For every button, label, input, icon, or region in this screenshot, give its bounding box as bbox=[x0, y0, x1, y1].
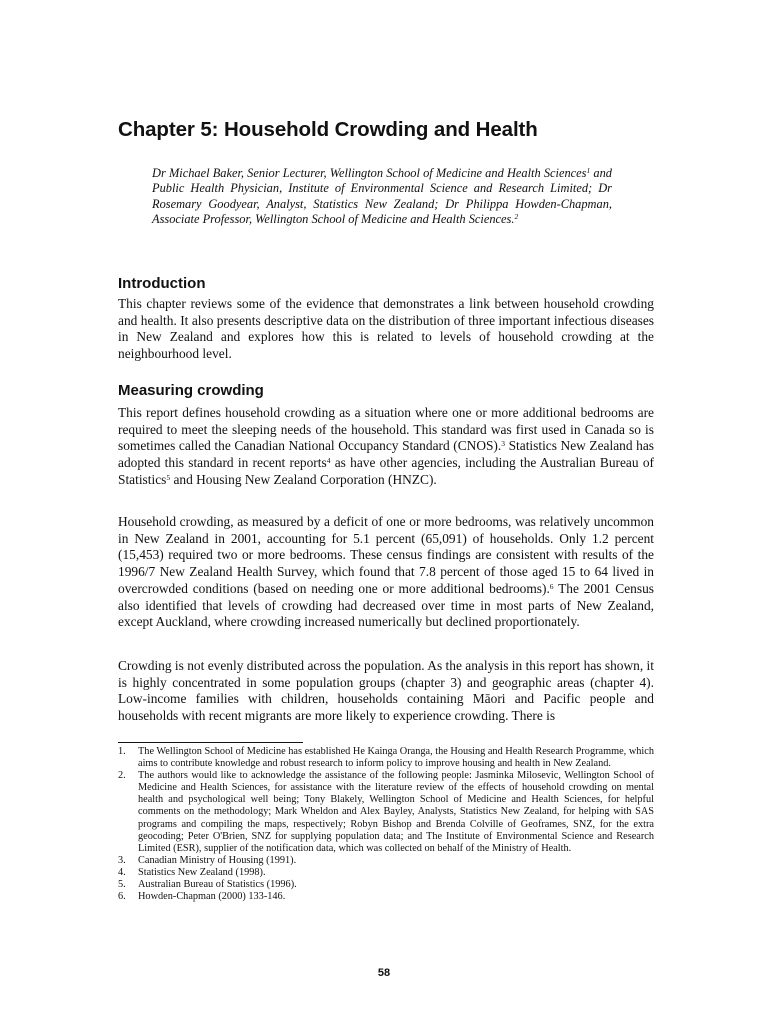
measuring-p1-text-b: Statistics New Zealand has adopted this standard in recent reports bbox=[118, 438, 654, 471]
author-affiliations bbox=[152, 166, 612, 228]
authors-text-1: Dr Michael Baker, Senior Lecturer, Wellington School of Medicine and Health Sciences bbox=[152, 166, 587, 180]
footnote-text: The Wellington School of Medicine has established He Kainga Oranga, the Housing and Health Research Programme, which aims to contribute knowledge and robust research to inform policy to improve housing and health in New Zealand. bbox=[138, 746, 654, 770]
measuring-paragraph-1 bbox=[118, 405, 654, 489]
measuring-crowding-heading: Measuring crowding bbox=[118, 382, 264, 399]
footnote-ref-1: 1 bbox=[586, 166, 591, 175]
footnote-text: Howden-Chapman (2000) 133-146. bbox=[138, 891, 286, 903]
footnote-number: 2. bbox=[118, 770, 126, 782]
footnote-number: 6. bbox=[118, 891, 126, 903]
footnote-item bbox=[118, 867, 654, 879]
footnote-ref-5: 5 bbox=[166, 472, 171, 482]
measuring-paragraph-3: Crowding is not evenly distributed across the population. As the analysis in this report has shown, it is highly concentrated in some population groups (chapter 3) and geographic areas (chapter 4). Low-income families with children, households containing Māori and Pacific people and households with recent migrants are more likely to experience crowding. There is bbox=[118, 658, 654, 724]
measuring-p1-text-a: This report defines household crowding as a situation where one or more additional bedrooms are required to meet the sleeping needs of the household. This standard was first used in Canada so is sometimes called the Canadian National Occupancy Standard (CNOS). bbox=[118, 405, 654, 454]
footnote-ref-2: 2 bbox=[514, 212, 519, 222]
footnote-number: 4. bbox=[118, 866, 126, 878]
footnote-number: 5. bbox=[118, 879, 126, 891]
footnote-ref-4: 4 bbox=[326, 456, 331, 466]
footnote-item bbox=[118, 879, 654, 891]
introduction-heading: Introduction bbox=[118, 275, 206, 292]
measuring-paragraph-2 bbox=[118, 514, 654, 631]
footnote-text: Statistics New Zealand (1998). bbox=[138, 866, 266, 878]
authors-text-2: and Public Health Physician, Institute of Environmental Science and Research Limited; Dr Rosemary Goodyear, Analyst, Statistics New Zealand; Dr Philippa Howden-Chapman, Associate Professor, Wellington School of Medicine and Health Sciences. bbox=[152, 166, 613, 227]
footnote-number: 1. bbox=[118, 746, 126, 757]
footnote-item bbox=[118, 891, 654, 903]
footnote-number: 3. bbox=[118, 854, 126, 866]
footnote-item bbox=[118, 770, 654, 855]
footnote-item bbox=[118, 746, 654, 770]
page-number: 58 bbox=[377, 967, 391, 979]
footnote-divider bbox=[118, 742, 303, 743]
measuring-p2-text-b: The 2001 Census also identified that levels of crowding had decreased over time in most parts of New Zealand, except Auckland, where crowding increased numerically but declined proportionately. bbox=[118, 580, 654, 630]
measuring-p1-text-d: and Housing New Zealand Corporation (HNZC). bbox=[170, 471, 437, 487]
footnote-ref-3: 3 bbox=[501, 439, 505, 449]
measuring-p1-text-c: as have other agencies, including the Australian Bureau of Statistics bbox=[118, 455, 654, 487]
footnote-item bbox=[118, 855, 654, 867]
chapter-title: Chapter 5: Household Crowding and Health bbox=[118, 118, 538, 141]
footnote-text: The authors would like to acknowledge the assistance of the following people: Jasminka Milosevic, Wellington School of Medicine and Health Sciences, for assistance with the literature review of the effects of household crowding on mental health and psychological well being; Tony Blakely, Wellington School of Medicine and Health Sciences, for helpful comments on the methodology; Mark Wheldon and Alex Bayley, Analysts, Statistics New Zealand, for helping with SAS programs and compiling the maps, respectively; Robyn Bishop and Brenda Colville of Geoframes, SNZ, for the extra geocoding; Peter O'Brien, SNZ for supplying population data; and The Institute of Environmental Science and Research Limited (ESR), supplier of the notification data, which was collected on behalf of the Ministry of Health. bbox=[138, 770, 654, 854]
footnote-text: Australian Bureau of Statistics (1996). bbox=[138, 879, 297, 891]
introduction-paragraph: This chapter reviews some of the evidence that demonstrates a link between household crowding and health. It also presents descriptive data on the distribution of three important infectious diseases in New Zealand and explores how this is related to levels of household crowding at the neighbourhood level. bbox=[118, 296, 654, 362]
measuring-p2-text-a: Household crowding, as measured by a deficit of one or more bedrooms, was relatively uncommon in New Zealand in 2001, accounting for 5.1 percent (65,091) of households. Only 1.2 percent (15,453) required two or more bedrooms. These census findings are consistent with results of the 1996/7 New Zealand Health Survey, which found that 7.8 percent of those aged 15 to 64 lived in overcrowded conditions (based on needing one or more additional bedrooms). bbox=[118, 514, 654, 596]
footnote-text: Canadian Ministry of Housing (1991). bbox=[138, 854, 297, 866]
footnotes-list bbox=[118, 746, 654, 903]
footnote-ref-6: 6 bbox=[549, 581, 554, 591]
